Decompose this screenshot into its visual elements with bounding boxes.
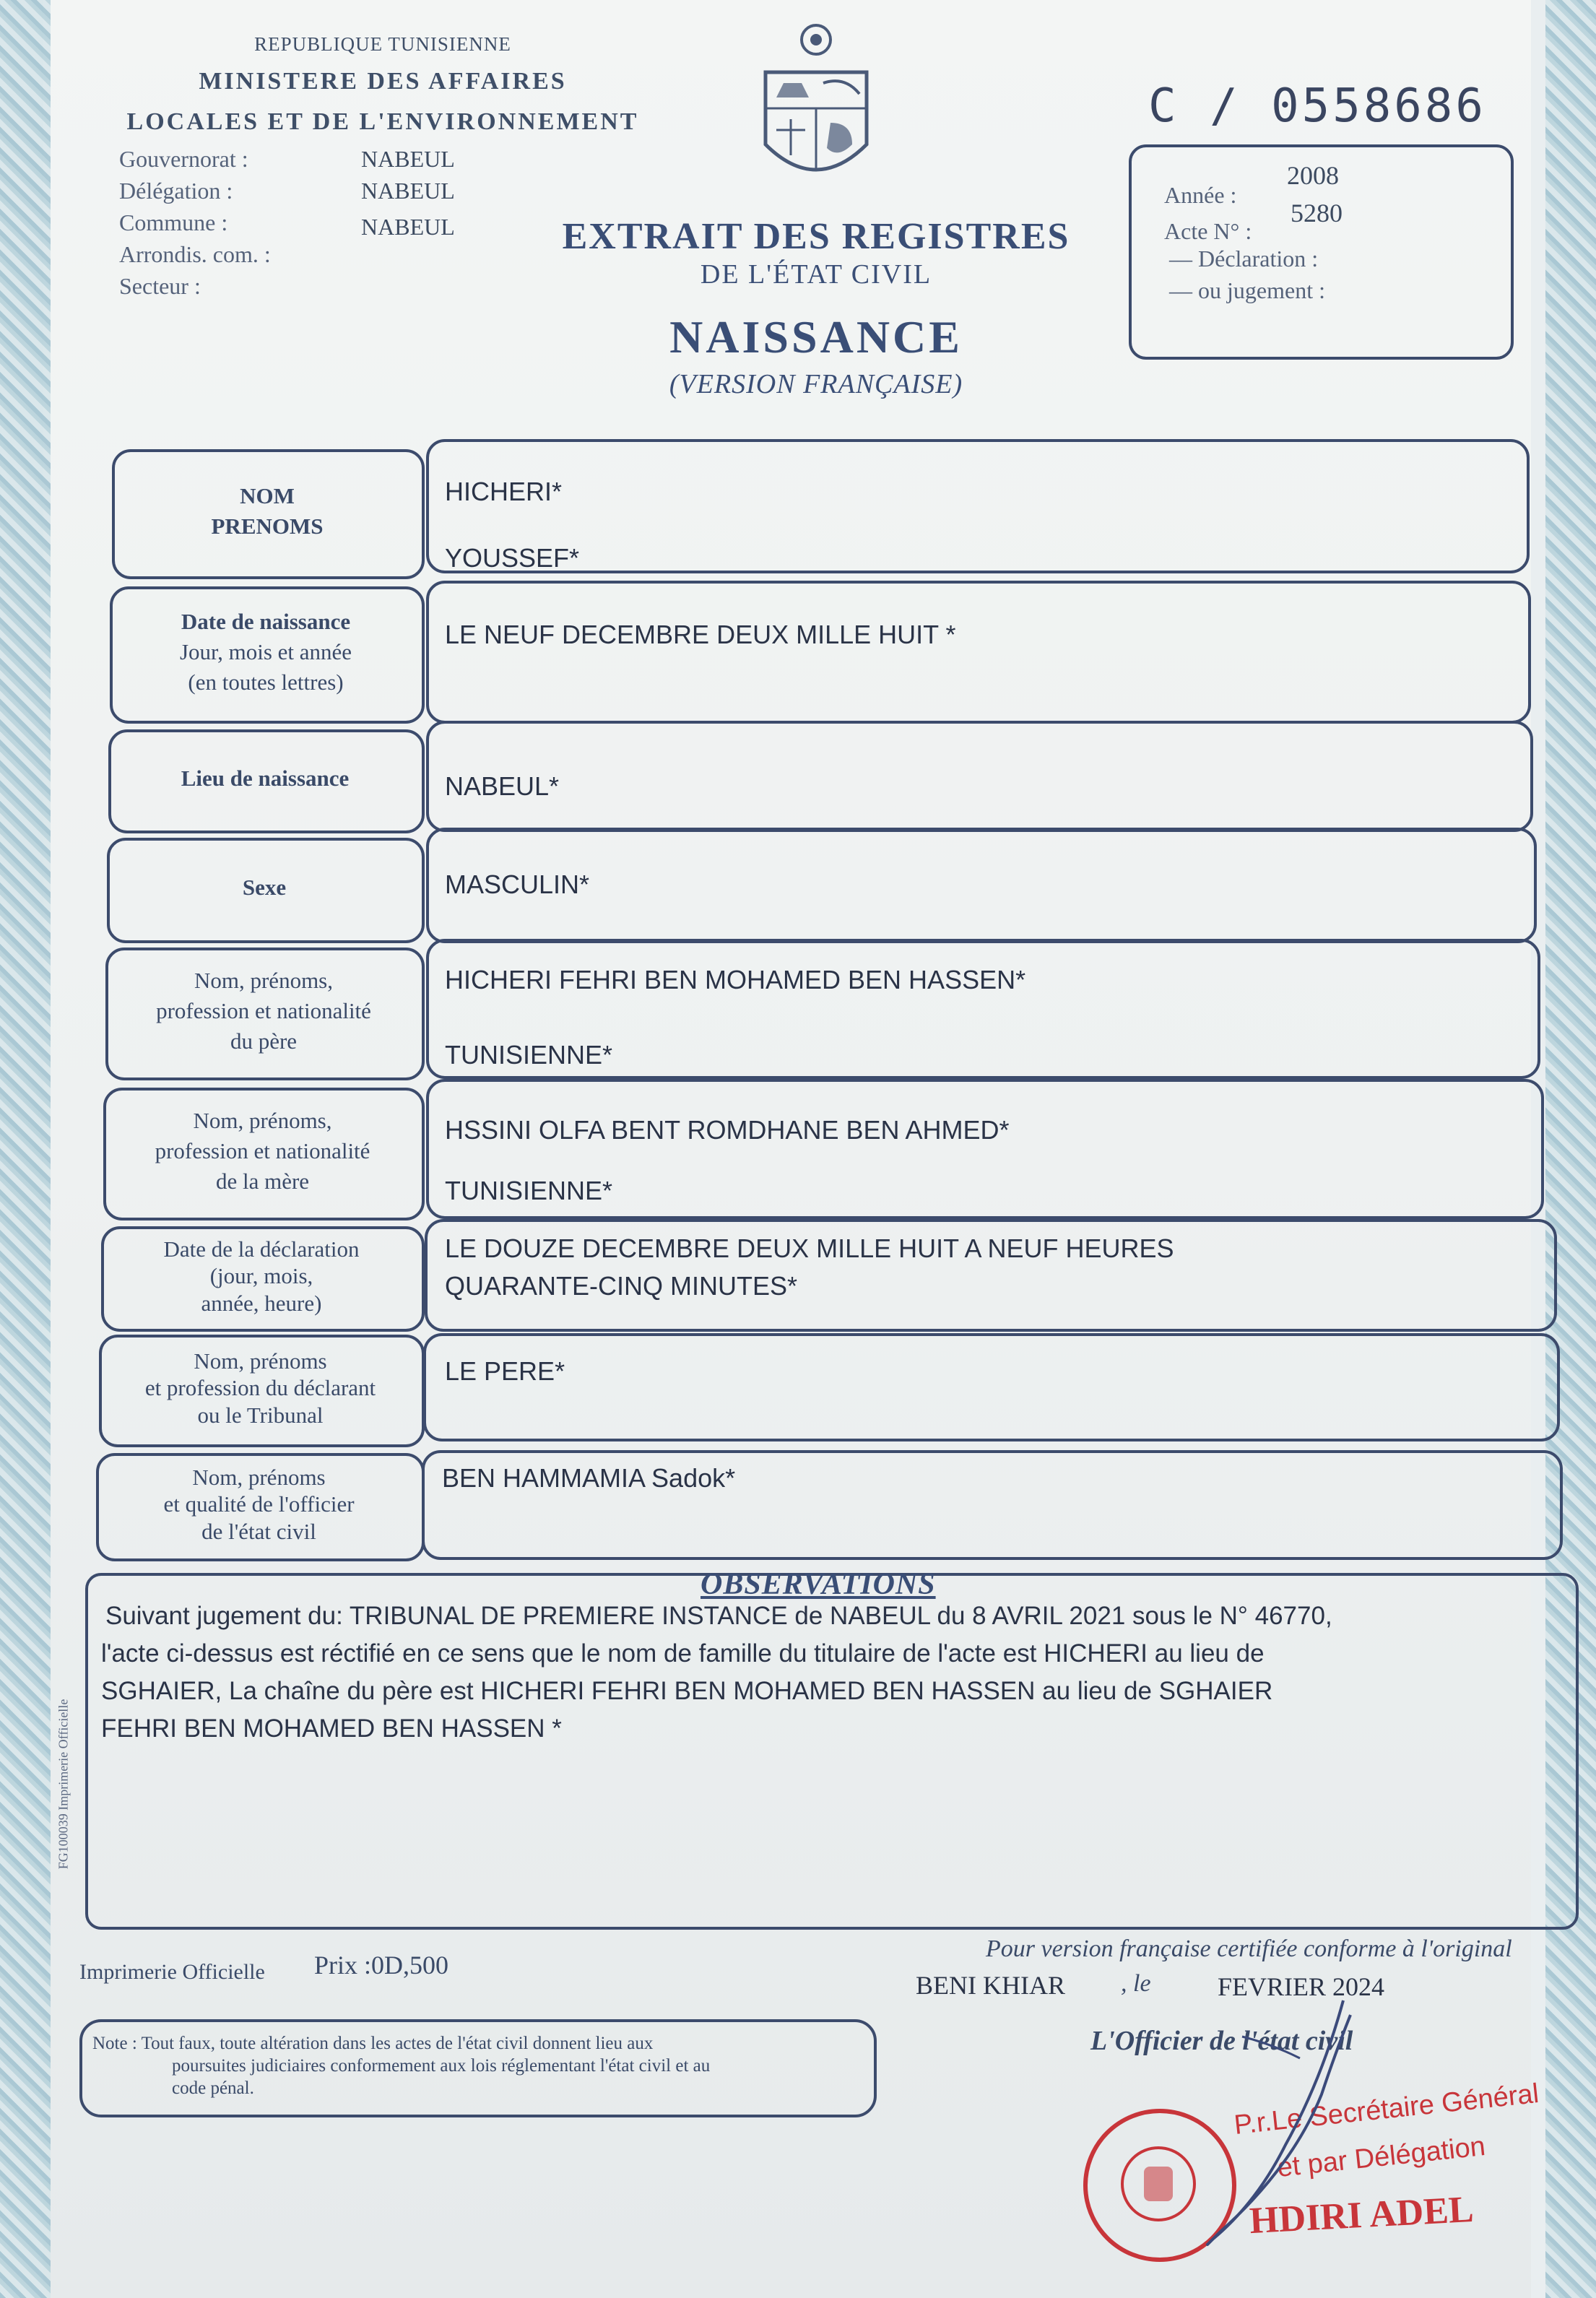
label-line: et profession du déclarant [144, 1375, 376, 1401]
ministry-line-2: LOCALES ET DE L'ENVIRONNEMENT [126, 108, 639, 135]
label-line: ou le Tribunal [197, 1402, 324, 1428]
field-secteur [119, 273, 524, 305]
value-officier: BEN HAMMAMIA Sadok* [442, 1463, 736, 1493]
field-label: Commune : [119, 209, 228, 235]
label-line: profession et nationalité [156, 998, 371, 1024]
issue-date: FEVRIER 2024 [1218, 1972, 1385, 2001]
label-line: de l'état civil [201, 1518, 316, 1544]
document-type: NAISSANCE [669, 311, 963, 363]
label-line: Date de la déclaration [163, 1236, 360, 1262]
label-line: Jour, mois et année [179, 639, 352, 665]
jugement-label: — ou jugement : [1169, 277, 1325, 303]
field-label: Secteur : [119, 273, 201, 299]
field-gouvernorat [119, 146, 524, 178]
row-value-box [426, 828, 1537, 943]
row-value-box [426, 721, 1533, 832]
label-line: année, heure) [201, 1290, 322, 1316]
label-line: Lieu de naissance [181, 766, 350, 792]
field-value: NABEUL [361, 214, 455, 240]
label-line: Nom, prénoms, [194, 968, 333, 994]
row-value-box [423, 1333, 1560, 1441]
label-nom-prenoms [116, 449, 419, 573]
legal-note [92, 2032, 710, 2099]
handwritten-signature-icon [1155, 1993, 1459, 2260]
value-mere: HSSINI OLFA BENT ROMDHANE BEN AHMED* [445, 1115, 1010, 1145]
label-line: (en toutes lettres) [188, 669, 344, 695]
label-date-naissance [113, 586, 419, 718]
coat-of-arms-icon [751, 14, 881, 202]
observations-title: OBSERVATIONS [701, 1568, 936, 1601]
value-sexe: MASCULIN* [445, 870, 590, 899]
observation-line: SGHAIER, La chaîne du père est HICHERI FEHRI BEN MOHAMED BEN HASSEN au lieu de SGHAIER [101, 1677, 1273, 1705]
label-line: Nom, prénoms, [193, 1108, 332, 1134]
observation-line: l'acte ci-dessus est réctifié en ce sens que le nom de famille du titulaire de l'acte est HICHERI au lieu de [101, 1639, 1265, 1668]
acte-label: Acte N° : [1164, 218, 1252, 244]
label-line: PRENOMS [211, 513, 324, 539]
label-pere [108, 948, 419, 1075]
decorative-border-left [0, 0, 51, 2298]
document-version: (VERSION FRANÇAISE) [669, 369, 963, 399]
value-lieu-naissance: NABEUL* [445, 771, 560, 801]
label-line: Date de naissance [181, 609, 351, 635]
printer-label: Imprimerie Officielle [79, 1960, 265, 1984]
field-arrondissement [119, 241, 524, 273]
value-mere-nationalite: TUNISIENNE* [445, 1176, 613, 1205]
signatory-title: P.r.Le Secrétaire Général [1232, 2078, 1540, 2141]
value-declarant: LE PERE* [445, 1356, 565, 1386]
side-print-code: FG100039 Imprimerie Officielle [56, 1699, 71, 1870]
note-line: Note : Tout faux, toute altération dans les actes de l'état civil donnent lieu aux [92, 2034, 654, 2053]
serial-number: C / 0558686 [1148, 79, 1486, 133]
date-separator: , le [1121, 1970, 1151, 1997]
certified-text: Pour version française certifiée conforme à l'original [986, 1935, 1512, 1962]
field-commune [119, 209, 524, 241]
note-line: code pénal. [172, 2078, 254, 2098]
observation-line: Suivant jugement du: TRIBUNAL DE PREMIERE INSTANCE de NABEUL du 8 AVRIL 2021 sous le N° 46770, [105, 1602, 1332, 1630]
legal-note-box [79, 2019, 877, 2117]
field-label: Gouvernorat : [119, 146, 248, 172]
label-line: NOM [240, 483, 295, 509]
value-pere-nationalite: TUNISIENNE* [445, 1040, 613, 1070]
header-fields [119, 146, 524, 305]
value-date-naissance: LE NEUF DECEMBRE DEUX MILLE HUIT * [445, 620, 956, 649]
document-title: EXTRAIT DES REGISTRES [562, 216, 1070, 257]
label-mere [106, 1088, 419, 1215]
label-lieu-naissance [111, 729, 419, 828]
label-line: Nom, prénoms [194, 1348, 327, 1374]
label-date-declaration [104, 1226, 419, 1326]
value-prenoms: YOUSSEF* [445, 543, 580, 573]
label-line: Nom, prénoms [192, 1465, 326, 1491]
annee-value: 2008 [1287, 161, 1339, 190]
row-value-box [426, 439, 1530, 573]
officer-title: L'Officier de l'état civil [1090, 2026, 1353, 2056]
label-line: de la mère [215, 1168, 310, 1194]
label-line: Sexe [242, 875, 287, 901]
label-line: et qualité de l'officier [163, 1491, 355, 1517]
value-date-declaration-cont: QUARANTE-CINQ MINUTES* [445, 1271, 798, 1301]
observation-line: FEHRI BEN MOHAMED BEN HASSEN * [101, 1714, 562, 1743]
acte-value: 5280 [1291, 199, 1343, 227]
field-label: Arrondis. com. : [119, 241, 271, 267]
registry-box [1129, 144, 1514, 360]
declaration-label: — Déclaration : [1169, 246, 1319, 272]
ministry-line-1: MINISTERE DES AFFAIRES [199, 68, 567, 95]
signatory-name: HDIRI ADEL [1248, 2188, 1475, 2242]
value-nom: HICHERI* [445, 477, 563, 506]
label-declarant [102, 1335, 419, 1441]
place-name: BENI KHIAR [916, 1971, 1065, 2000]
value-date-declaration: LE DOUZE DECEMBRE DEUX MILLE HUIT A NEUF HEURES [445, 1233, 1174, 1263]
document-subtitle: DE L'ÉTAT CIVIL [700, 259, 932, 290]
decorative-border-right [1545, 0, 1596, 2298]
note-line: poursuites judiciaires conformement aux lois réglementant l'état civil et au [172, 2056, 711, 2076]
republic-heading: REPUBLIQUE TUNISIENNE [254, 33, 511, 55]
label-officier [99, 1453, 419, 1556]
label-line: du père [230, 1028, 298, 1054]
field-value: NABEUL [361, 178, 455, 204]
observations-text [101, 1597, 1545, 1748]
field-value: NABEUL [361, 146, 455, 172]
label-line: (jour, mois, [209, 1263, 313, 1289]
field-label: Délégation : [119, 178, 233, 204]
field-delegation [119, 178, 524, 209]
price-label: Prix :0D,500 [314, 1951, 449, 1980]
label-line: profession et nationalité [155, 1138, 370, 1164]
row-value-box [426, 581, 1531, 724]
label-sexe [110, 838, 419, 937]
annee-label: Année : [1164, 182, 1237, 208]
value-pere: HICHERI FEHRI BEN MOHAMED BEN HASSEN* [445, 965, 1026, 994]
signatory-delegation: et par Délégation [1275, 2130, 1487, 2184]
